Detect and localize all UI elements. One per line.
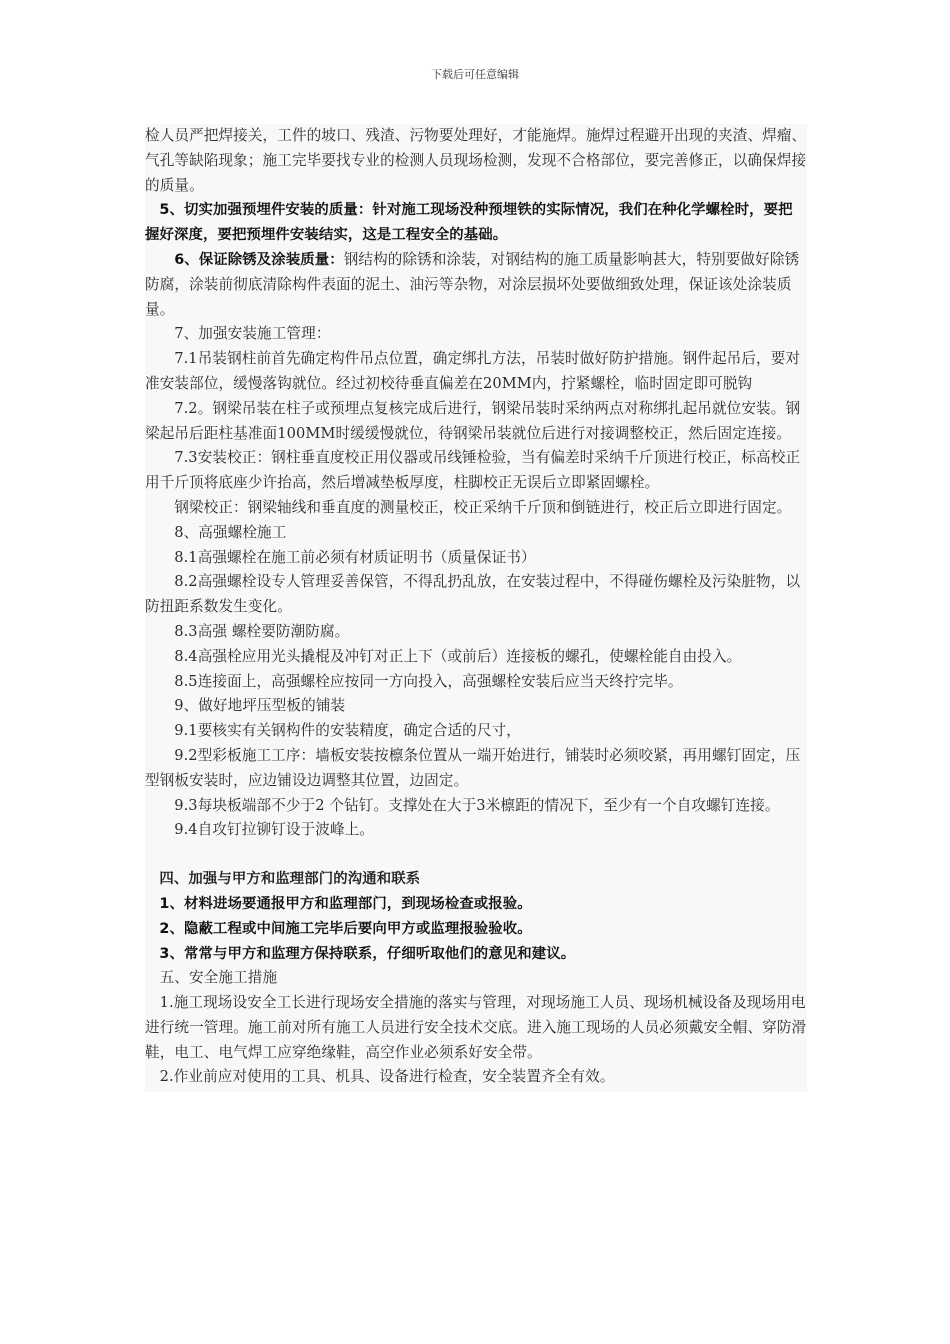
item-6-rust-coating	[145, 248, 807, 322]
item-7-1: 7.1吊装钢柱前首先确定构件吊点位置，确定绑扎方法，吊装时做好防护措施。钢件起吊后，要对准安装部位，缓慢落钩就位。经过初校待垂直偏差在20MM内，拧紧螺栓，临时固定即可脱钩	[145, 350, 801, 392]
section-4-item-1: 1、材料进场要通报甲方和监理部门，到现场检查或报验。	[159, 895, 532, 912]
item-6-text: 钢结构的除锈和涂装，对钢结构的施工质量影响甚大，特别要做好除锈防腐，涂装前彻底清除构件表面的泥土、油污等杂物，对涂层损坏处要做细致处理，保证该处涂装质量。	[145, 250, 800, 318]
paragraph-welding: 检人员严把焊接关，工件的坡口、残渣、污物要处理好，才能施焊。施焊过程避开出现的夹渣、焊瘤、气孔等缺陷现象；施工完毕要找专业的检测人员现场检测，发现不合格部位，要完善修正，以确保焊接的质量。	[145, 127, 807, 194]
item-8-3: 8.3高强 螺栓要防潮防腐。	[174, 622, 350, 640]
section-4-item-2: 2、隐蔽工程或中间施工完毕后要向甲方或监理报验验收。	[159, 920, 532, 937]
item-8-2: 8.2高强螺栓设专人管理妥善保管，不得乱扔乱放，在安装过程中，不得碰伤螺栓及污染脏物，以防扭距系数发生变化。	[145, 573, 801, 616]
spacer	[145, 843, 807, 867]
item-8-heading: 8、高强螺栓施工	[174, 523, 287, 541]
item-7-beam-correction: 钢梁校正：钢梁轴线和垂直度的测量校正，校正采纳千斤顶和倒链进行，校正后立即进行固定。	[174, 498, 792, 516]
page-header: 下载后可任意编辑	[431, 68, 519, 81]
item-8-5: 8.5连接面上，高强螺栓应按同一方向投入，高强螺栓安装后应当天终拧完毕。	[174, 672, 683, 690]
item-7-2: 7.2。钢梁吊装在柱子或预埋点复核完成后进行，钢梁吊装时采纳两点对称绑扎起吊就位安装。钢梁起吊后距柱基准面100MM时缓缓慢就位，待钢梁吊装就位后进行对接调整校正，然后固定连接。	[145, 399, 801, 442]
section-5-heading: 五、安全施工措施	[159, 969, 278, 987]
item-9-3: 9.3每块板端部不少于2 个钻钉。支撑处在大于3米檩距的情况下，至少有一个自攻螺钉连接。	[174, 796, 780, 814]
item-8-4: 8.4高强栓应用光头撬棍及冲钉对正上下（或前后）连接板的螺孔，使螺栓能自由投入。	[174, 647, 742, 665]
item-9-heading: 9、做好地坪压型板的铺装	[174, 697, 346, 715]
item-8-1: 8.1高强螺栓在施工前必须有材质证明书（质量保证书）	[174, 548, 536, 566]
item-6-heading: 6、保证除锈及涂装质量：	[174, 251, 344, 268]
section-5-item-1: 1.施工现场设安全工长进行现场安全措施的落实与管理，对现场施工人员、现场机械设备及现场用电进行统一管理。施工前对所有施工人员进行安全技术交底。进入施工现场的人员必须戴安全帽、穿防滑鞋，电工、电气焊工应穿绝缘鞋，高空作业必须系好安全带。	[145, 994, 807, 1061]
section-5-item-2: 2.作业前应对使用的工具、机具、设备进行检查，安全装置齐全有效。	[159, 1068, 615, 1086]
item-5-embedded-parts: 5、切实加强预埋件安装的质量：针对施工现场没种预埋铁的实际情况，我们在种化学螺栓时，要把握好深度，要把预埋件安装结实，这是工程安全的基础。	[145, 202, 793, 244]
section-4-item-3: 3、常常与甲方和监理方保持联系，仔细听取他们的意见和建议。	[159, 945, 576, 962]
document-body	[145, 124, 807, 1092]
section-4-heading: 四、加强与甲方和监理部门的沟通和联系	[159, 871, 421, 888]
item-9-1: 9.1要核实有关钢构件的安装精度，确定合适的尺寸，	[174, 722, 521, 740]
item-7-heading: 7、加强安装施工管理：	[174, 325, 331, 343]
item-9-4: 9.4自攻钉拉铆钉设于波峰上。	[174, 821, 375, 839]
item-7-3: 7.3安装校正：钢柱垂直度校正用仪器或吊线锤检验，当有偏差时采纳千斤顶进行校正，标高校正用千斤顶将底座少许抬高，然后增减垫板厚度，柱脚校正无误后立即紧固螺栓。	[145, 449, 801, 492]
item-9-2: 9.2型彩板施工工序：墙板安装按檩条位置从一端开始进行，铺装时必须咬紧，再用螺钉固定，压型钢板安装时，应边铺设边调整其位置，边固定。	[145, 746, 801, 789]
